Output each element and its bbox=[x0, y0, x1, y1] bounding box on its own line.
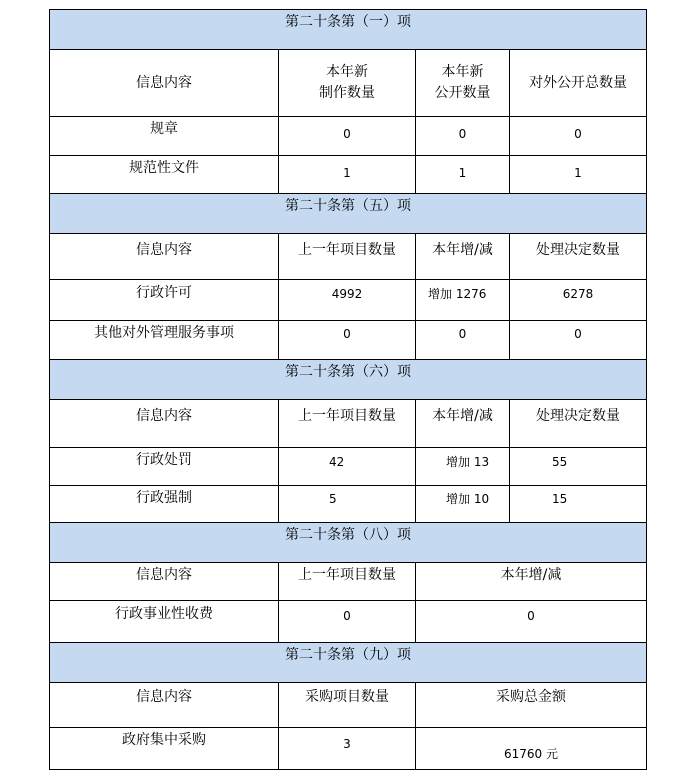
table-row bbox=[50, 448, 647, 486]
table-cell: 42 bbox=[279, 448, 416, 486]
table-row bbox=[50, 321, 647, 360]
table-cell: 1 bbox=[416, 156, 510, 194]
row-label: 规范性文件 bbox=[50, 156, 279, 194]
column-header: 处理决定数量 bbox=[510, 400, 647, 448]
row-label: 规章 bbox=[50, 117, 279, 156]
column-header: 本年增/减 bbox=[416, 234, 510, 280]
section-header bbox=[50, 643, 647, 683]
table-cell: 4992 bbox=[279, 280, 416, 321]
table-cell: 0 bbox=[279, 601, 416, 643]
table-cell: 0 bbox=[416, 601, 647, 643]
column-header: 本年增/减 bbox=[416, 400, 510, 448]
column-header: 采购项目数量 bbox=[279, 683, 416, 728]
section-header bbox=[50, 10, 647, 50]
table-row bbox=[50, 486, 647, 523]
section-title: 第二十条第（一）项 bbox=[50, 10, 647, 50]
row-label: 行政事业性收费 bbox=[50, 601, 279, 643]
header-row bbox=[50, 234, 647, 280]
column-header: 处理决定数量 bbox=[510, 234, 647, 280]
header-row bbox=[50, 563, 647, 601]
row-label: 行政许可 bbox=[50, 280, 279, 321]
table-cell: 15 bbox=[510, 486, 647, 523]
table-cell: 0 bbox=[510, 117, 647, 156]
row-label: 行政强制 bbox=[50, 486, 279, 523]
table-cell: 0 bbox=[279, 321, 416, 360]
table-cell: 0 bbox=[279, 117, 416, 156]
header-row bbox=[50, 683, 647, 728]
column-header: 对外公开总数量 bbox=[510, 50, 647, 117]
table-cell: 1 bbox=[510, 156, 647, 194]
column-header: 信息内容 bbox=[50, 683, 279, 728]
row-label: 行政处罚 bbox=[50, 448, 279, 486]
section-header bbox=[50, 523, 647, 563]
table-cell: 3 bbox=[279, 728, 416, 770]
column-header: 信息内容 bbox=[50, 234, 279, 280]
table-cell: 55 bbox=[510, 448, 647, 486]
section-header bbox=[50, 360, 647, 400]
column-header: 上一年项目数量 bbox=[279, 234, 416, 280]
section-header bbox=[50, 194, 647, 234]
table-row bbox=[50, 280, 647, 321]
table-cell: 增加 10 bbox=[416, 486, 510, 523]
table-row bbox=[50, 117, 647, 156]
section-title: 第二十条第（八）项 bbox=[50, 523, 647, 563]
header-row bbox=[50, 400, 647, 448]
table-cell: 61760 元 bbox=[416, 728, 647, 770]
section-title: 第二十条第（六）项 bbox=[50, 360, 647, 400]
table-cell: 1 bbox=[279, 156, 416, 194]
table-row bbox=[50, 156, 647, 194]
disclosure-table bbox=[49, 9, 647, 770]
table-row bbox=[50, 728, 647, 770]
table-cell: 0 bbox=[416, 117, 510, 156]
table-cell: 增加 1276 bbox=[416, 280, 510, 321]
row-label: 政府集中采购 bbox=[50, 728, 279, 770]
row-label: 其他对外管理服务事项 bbox=[50, 321, 279, 360]
column-header: 本年新 公开数量 bbox=[416, 50, 510, 117]
column-header: 上一年项目数量 bbox=[279, 563, 416, 601]
column-header: 上一年项目数量 bbox=[279, 400, 416, 448]
header-row bbox=[50, 50, 647, 117]
column-header: 信息内容 bbox=[50, 400, 279, 448]
column-header: 本年增/减 bbox=[416, 563, 647, 601]
table-cell: 6278 bbox=[510, 280, 647, 321]
column-header: 信息内容 bbox=[50, 563, 279, 601]
table-row bbox=[50, 601, 647, 643]
table-cell: 5 bbox=[279, 486, 416, 523]
column-header: 本年新 制作数量 bbox=[279, 50, 416, 117]
table-cell: 0 bbox=[510, 321, 647, 360]
table-cell: 0 bbox=[416, 321, 510, 360]
section-title: 第二十条第（五）项 bbox=[50, 194, 647, 234]
table-cell: 增加 13 bbox=[416, 448, 510, 486]
section-title: 第二十条第（九）项 bbox=[50, 643, 647, 683]
column-header: 采购总金额 bbox=[416, 683, 647, 728]
column-header: 信息内容 bbox=[50, 50, 279, 117]
